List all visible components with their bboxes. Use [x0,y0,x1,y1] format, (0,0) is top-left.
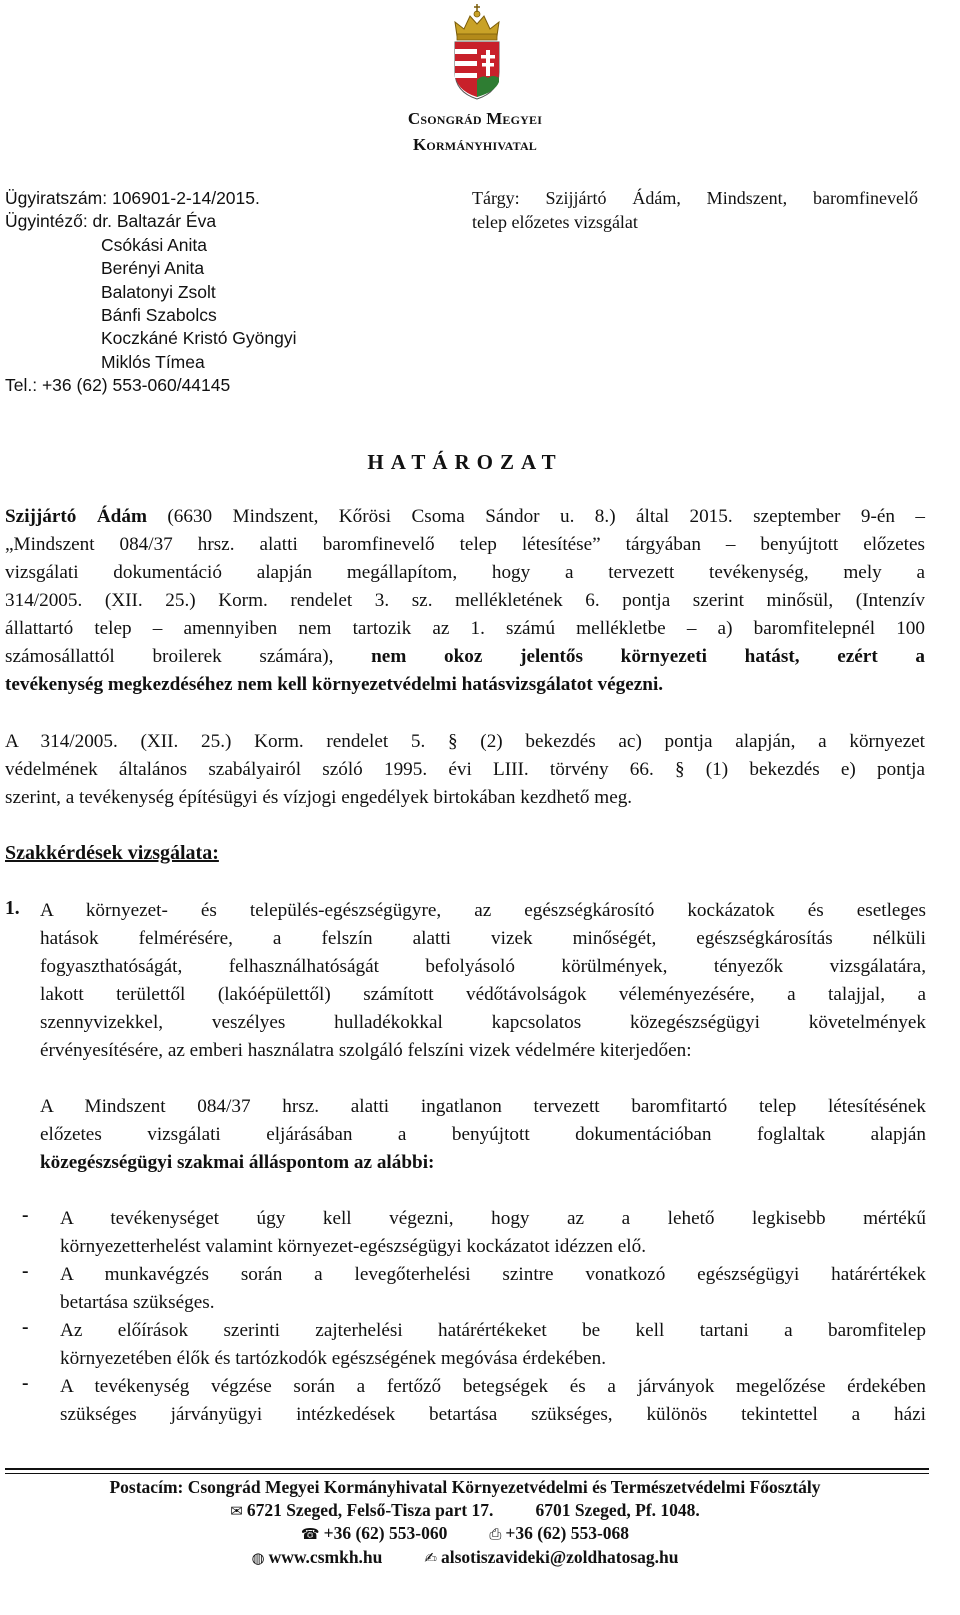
opinion-heading: közegészségügyi szakmai álláspontom az alábbi: [40,1152,435,1173]
organization-name-line1: Csongrád Megyei [407,109,543,128]
case-number: Ügyiratszám: 106901-2-14/2015. [5,188,260,208]
fax-icon: ⎙ [489,1525,502,1543]
text-line: A környezet- és település-egészségügyre, az egészségkárosító kockázatok és esetleges [40,900,926,921]
text-line [5,503,925,531]
clerk-name: Csókási Anita [101,234,208,255]
crown-icon [455,4,499,40]
email-link[interactable]: alsotiszavideki@zoldhatosag.hu [440,1546,679,1567]
text-line [5,671,925,699]
text-line: környezetterhelést valamint környezet-egészségügyi kockázatot idézzen elő. [60,1236,647,1257]
organization-name-line2: Kormányhivatal [412,135,538,154]
bullet-dash: - [22,1261,29,1282]
text-line: fogyaszthatóságát, felhasználhatóságát befolyásoló körülmények, tényezők vizsgálatára, [40,956,926,977]
clerk-name: Miklós Tímea [101,351,205,372]
footer-divider [5,1468,929,1470]
footer-fax: +36 (62) 553-068 [505,1523,630,1543]
subject-line: telep előzetes vizsgálat [472,211,638,232]
footer-postal: Postacím: Csongrád Megyei Kormányhivatal Környezetvédelmi és Természetvédelmi Főosztály [109,1477,821,1497]
item-number: 1. [5,898,20,919]
text-line: A Mindszent 084/37 hrsz. alatti ingatlanon tervezett baromfitartó telep létesítésének [40,1096,926,1117]
subject-block [472,187,918,234]
mailbox-icon: ✉ [230,1501,243,1520]
document-title: HATÁROZAT [367,450,563,474]
text-line: hatások felmérésére, a felszín alatti vizek minőségét, egészségkárosítás nélküli [40,928,926,949]
coat-of-arms-icon [451,2,503,100]
text-line: szükséges járványügyi intézkedések betartása szükséges, különös tekintettel a házi [60,1404,926,1425]
section-heading: Szakkérdések vizsgálata: [5,842,219,864]
text-line: szerint, a tevékenység építésügyi és vízjogi engedélyek birtokában kezdhető meg. [5,787,633,808]
text-line: szennyvizekkel, veszélyes hulladékokkal kapcsolatos közegészségügyi követelmények [40,1012,926,1033]
footer-web-row [0,1546,930,1570]
organization-name [360,106,590,158]
email-icon: ✍ [424,1548,437,1567]
applicant-name: Szijjártó Ádám [5,506,147,527]
list-item [60,1317,926,1373]
text-line: A tevékenység végzése során a fertőző betegségek és a járványok megelőzése érdekében [60,1376,926,1397]
clerk-primary: Ügyintéző: dr. Baltazár Éva [5,211,217,232]
bullet-dash: - [22,1373,29,1394]
bullet-dash: - [22,1317,29,1338]
text-line: betartása szükséges. [60,1292,215,1313]
text-line: vizsgálati dokumentáció alapján megállapítom, hogy a tervezett tevékenység, mely a [5,562,925,583]
clerk-name: Koczkáné Kristó Gyöngyi [101,328,297,349]
globe-icon: ◍ [251,1548,265,1567]
footer-phone: +36 (62) 553-060 [323,1523,448,1543]
text-line: előzetes vizsgálati eljárásában a benyújtott dokumentációban foglaltak alapján [40,1124,926,1145]
footer-address-row [0,1499,930,1523]
text-line: 314/2005. (XII. 25.) Korm. rendelet 3. sz. mellékletének 6. pontja szerint minősül, (Intenzív [5,590,925,611]
text-line [40,1149,926,1177]
text-line: A 314/2005. (XII. 25.) Korm. rendelet 5. § (2) bekezdés ac) pontja alapján, a környezet [5,731,925,752]
item-text [40,897,926,1065]
footer [0,1476,930,1569]
text-span: számosállattól broilerek számára), [5,646,372,667]
text-line: Az előírások szerinti zajterhelési határértékeket be kell tartani a baromfitelep [60,1320,926,1341]
clerk-name: Berényi Anita [101,258,205,279]
clerk-name: Bánfi Szabolcs [101,305,217,326]
text-line: A munkavégzés során a levegőterhelési szintre vonatkozó egészségügyi határértékek [60,1264,926,1285]
text-span: (6630 Mindszent, Kőrösi Csoma Sándor u. 8.) által 2015. szeptember 9-én – [146,506,926,527]
decision-emphasis: tevékenység megkezdéséhez nem kell környezetvédelmi hatásvizsgálatot végezni. [5,674,664,695]
shield-icon [455,42,499,99]
footer-address: 6721 Szeged, Felső-Tisza part 17. [246,1499,494,1520]
opinion-paragraph [40,1093,926,1177]
legal-basis-paragraph [5,728,925,812]
phone-icon: ☎ [300,1525,320,1543]
footer-po-box: 6701 Szeged, Pf. 1048. [535,1499,700,1520]
case-metadata [5,187,297,398]
text-line: környezetében élők és tartózkodók egészségének megóvása érdekében. [60,1348,607,1369]
list-item [60,1373,926,1429]
text-line: lakott területtől (lakóépülettől) számított védőtávolságok véleményezésére, a talajjal, a [40,984,926,1005]
list-item [60,1205,926,1261]
contact-phone: Tel.: +36 (62) 553-060/44145 [5,375,231,396]
decision-paragraph [5,503,925,699]
text-line: állattartó telep – amennyiben nem tartozik az 1. számú mellékletbe – a) baromfitelepnél 100 [5,618,925,639]
text-line: „Mindszent 084/37 hrsz. alatti baromfinevelő telep létesítése” tárgyában – benyújtott előzetes [5,534,925,555]
subject-line: Tárgy: Szijjártó Ádám, Mindszent, baromfinevelő [472,188,918,208]
list-item [60,1261,926,1317]
text-line: védelmének általános szabályairól szóló 1995. évi LIII. törvény 66. § (1) bekezdés e) pontja [5,759,925,780]
footer-divider [5,1473,929,1474]
clerk-name: Balatonyi Zsolt [101,281,216,302]
bullet-dash: - [22,1205,29,1226]
text-line [5,643,925,671]
decision-emphasis: nem okoz jelentős környezeti hatást, ezért a [371,646,925,667]
text-line: A tevékenységet úgy kell végezni, hogy az a lehető legkisebb mértékű [60,1208,926,1229]
text-line: érvényesítésére, az emberi használatra szolgáló felszíni vizek védelmére kiterjedően: [40,1040,692,1061]
footer-phone-row [0,1522,930,1546]
website-link[interactable]: www.csmkh.hu [268,1546,383,1567]
